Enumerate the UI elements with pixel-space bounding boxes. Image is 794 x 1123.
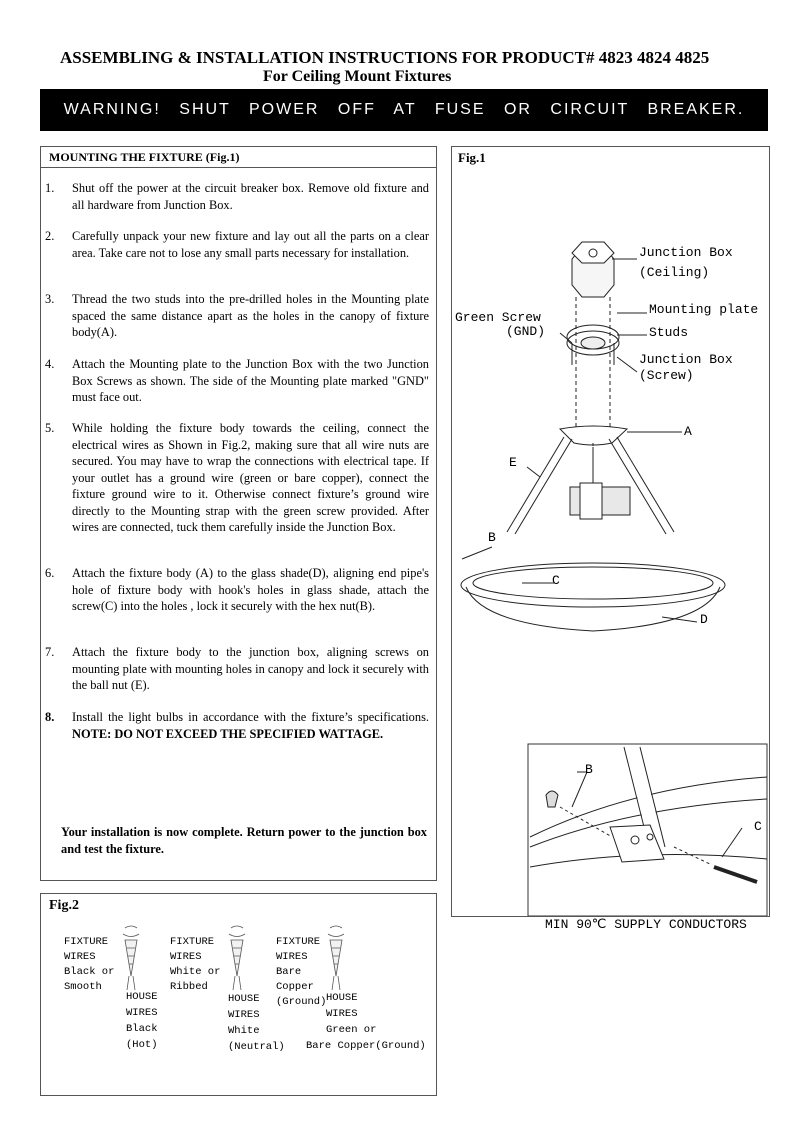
- label-b: B: [488, 530, 496, 545]
- step-number: 1.: [45, 181, 55, 195]
- socket-shape: [570, 447, 630, 519]
- text-line: Ribbed: [170, 981, 208, 993]
- step-number: 2.: [45, 229, 55, 243]
- label-junction-box: Junction Box: [639, 245, 733, 260]
- text-line: Black: [126, 1023, 158, 1035]
- step-number: 6.: [45, 566, 55, 580]
- step-2: [45, 228, 429, 261]
- text-line: (Neutral): [228, 1041, 285, 1053]
- text-line: HOUSE: [228, 993, 260, 1005]
- step-number: 4.: [45, 357, 55, 371]
- label-gnd: (GND): [506, 324, 546, 339]
- label-ceiling: (Ceiling): [639, 265, 710, 280]
- completion-note: Your installation is now complete. Return power to the junction box and test the fixture.: [61, 825, 427, 856]
- house-wires-black: [126, 989, 158, 1053]
- text-line: Smooth: [64, 981, 102, 993]
- fig1-label: Fig.1: [458, 150, 486, 165]
- text-line: WIRES: [64, 951, 96, 963]
- step-1: [45, 180, 429, 213]
- text-line: Bare Copper(Ground): [306, 1040, 426, 1052]
- text-line: FIXTURE: [276, 936, 321, 948]
- wire-nut-icon-3: [328, 926, 344, 990]
- step-number: 7.: [45, 645, 55, 659]
- label-mounting-plate: Mounting plate: [649, 302, 759, 317]
- text-line: WIRES: [228, 1009, 260, 1021]
- mounting-plate-shape: [567, 325, 619, 365]
- mounting-instructions-panel: [40, 146, 437, 881]
- step-6: [45, 565, 429, 615]
- label-screw: (Screw): [639, 368, 694, 383]
- label-studs: Studs: [649, 325, 689, 340]
- text-line: (Ground): [276, 996, 327, 1008]
- text-line: Black or: [64, 966, 115, 978]
- text-line: HOUSE: [326, 992, 358, 1004]
- text-line: WIRES: [276, 951, 308, 963]
- text-line: WIRES: [170, 951, 202, 963]
- step-8: [45, 709, 429, 742]
- fig2-label: Fig.2: [49, 898, 79, 913]
- text-line: HOUSE: [126, 991, 158, 1003]
- text-line: (Hot): [126, 1039, 158, 1051]
- text-line: Copper: [276, 981, 314, 993]
- fig2-panel: [40, 893, 437, 1096]
- house-wires-green: [306, 990, 426, 1054]
- step-number: 5.: [45, 421, 55, 435]
- wire-nut-icon-2: [229, 926, 245, 990]
- supply-conductor-note: MIN 90℃ SUPPLY CONDUCTORS: [545, 917, 747, 932]
- label-d: D: [700, 612, 708, 627]
- text-line: White: [228, 1025, 260, 1037]
- step-text: While holding the fixture body towards the ceiling, connect the electrical wires as Shown in Fig.2, making sure that all wire nuts are secured. You may have to wrap the connections with electrical tape. If your outlet has a ground wire (green or bare copper), connect the fixture ground wire to it. Otherwise connect fixture’s ground wire directly to the Mounting strap with the green screw provided. After wires are connected, tuck them carefully inside the Junction Box.: [72, 421, 429, 534]
- step-text: Carefully unpack your new fixture and lay out all the parts on a clear area. Take care not to lose any small parts necessary for installation.: [72, 229, 429, 260]
- label-green-screw: Green Screw: [455, 310, 541, 325]
- text-line: White or: [170, 966, 221, 978]
- text-line: Green or: [326, 1024, 377, 1036]
- step-text: Attach the fixture body (A) to the glass shade(D), aligning end pipe's hole of fixture body with hook's holes in glass shade, attach the screw(C) into the holes , lock it securely with the hex nut(B).: [72, 566, 429, 613]
- step-number: 3.: [45, 292, 55, 306]
- fixture-wires-white: [170, 935, 220, 995]
- detail-inset: [528, 744, 767, 916]
- label-junction-box-screw: Junction Box: [639, 352, 733, 367]
- label-a: A: [684, 424, 692, 439]
- divider: [41, 167, 436, 168]
- text-line: FIXTURE: [64, 936, 109, 948]
- label-detail-b: B: [585, 762, 593, 777]
- step-8-body: Install the light bulbs in accordance with the fixture’s specifications.: [72, 710, 429, 724]
- step-7: [45, 644, 429, 694]
- label-c: C: [552, 573, 560, 588]
- step-number: 8.: [45, 710, 55, 724]
- wattage-note: NOTE: DO NOT EXCEED THE SPECIFIED WATTAGE.: [72, 726, 384, 741]
- text-line: WIRES: [326, 1008, 358, 1020]
- step-3: [45, 291, 429, 341]
- text-line: FIXTURE: [170, 936, 215, 948]
- page-title: ASSEMBLING & INSTALLATION INSTRUCTIONS FOR PRODUCT# 4823 4824 4825: [60, 48, 710, 67]
- text-line: Bare: [276, 966, 302, 978]
- step-4: [45, 356, 429, 406]
- page-subtitle: For Ceiling Mount Fixtures: [263, 68, 452, 85]
- step-5: [45, 420, 429, 536]
- mounting-heading: MOUNTING THE FIXTURE (Fig.1): [49, 150, 240, 164]
- fig1-panel: [451, 146, 770, 917]
- label-detail-c: C: [754, 819, 762, 834]
- step-text: [72, 709, 429, 742]
- step-text: Shut off the power at the circuit breaker box. Remove old fixture and all hardware from Junction Box.: [72, 181, 429, 212]
- label-e: E: [509, 455, 517, 470]
- step-text: Attach the Mounting plate to the Junction Box with the two Junction Box Screws as shown. The side of the Mounting plate marked "GND" must face out.: [72, 357, 429, 404]
- wire-nut-icon-1: [123, 926, 139, 990]
- step-text: Thread the two studs into the pre-drilled holes in the Mounting plate spaced the same distance apart as the holes in the canopy of fixture body(A).: [72, 292, 429, 339]
- text-line: WIRES: [126, 1007, 158, 1019]
- fixture-wires-black: [64, 935, 114, 995]
- junction-box-shape: [572, 242, 614, 297]
- warning-banner: WARNING! SHUT POWER OFF AT FUSE OR CIRCUIT BREAKER.: [40, 89, 768, 131]
- step-text: Attach the fixture body to the junction box, aligning screws on mounting plate with mounting holes in canopy and lock it securely with the ball nut (E).: [72, 645, 429, 692]
- fixture-exploded-diagram: [452, 147, 769, 916]
